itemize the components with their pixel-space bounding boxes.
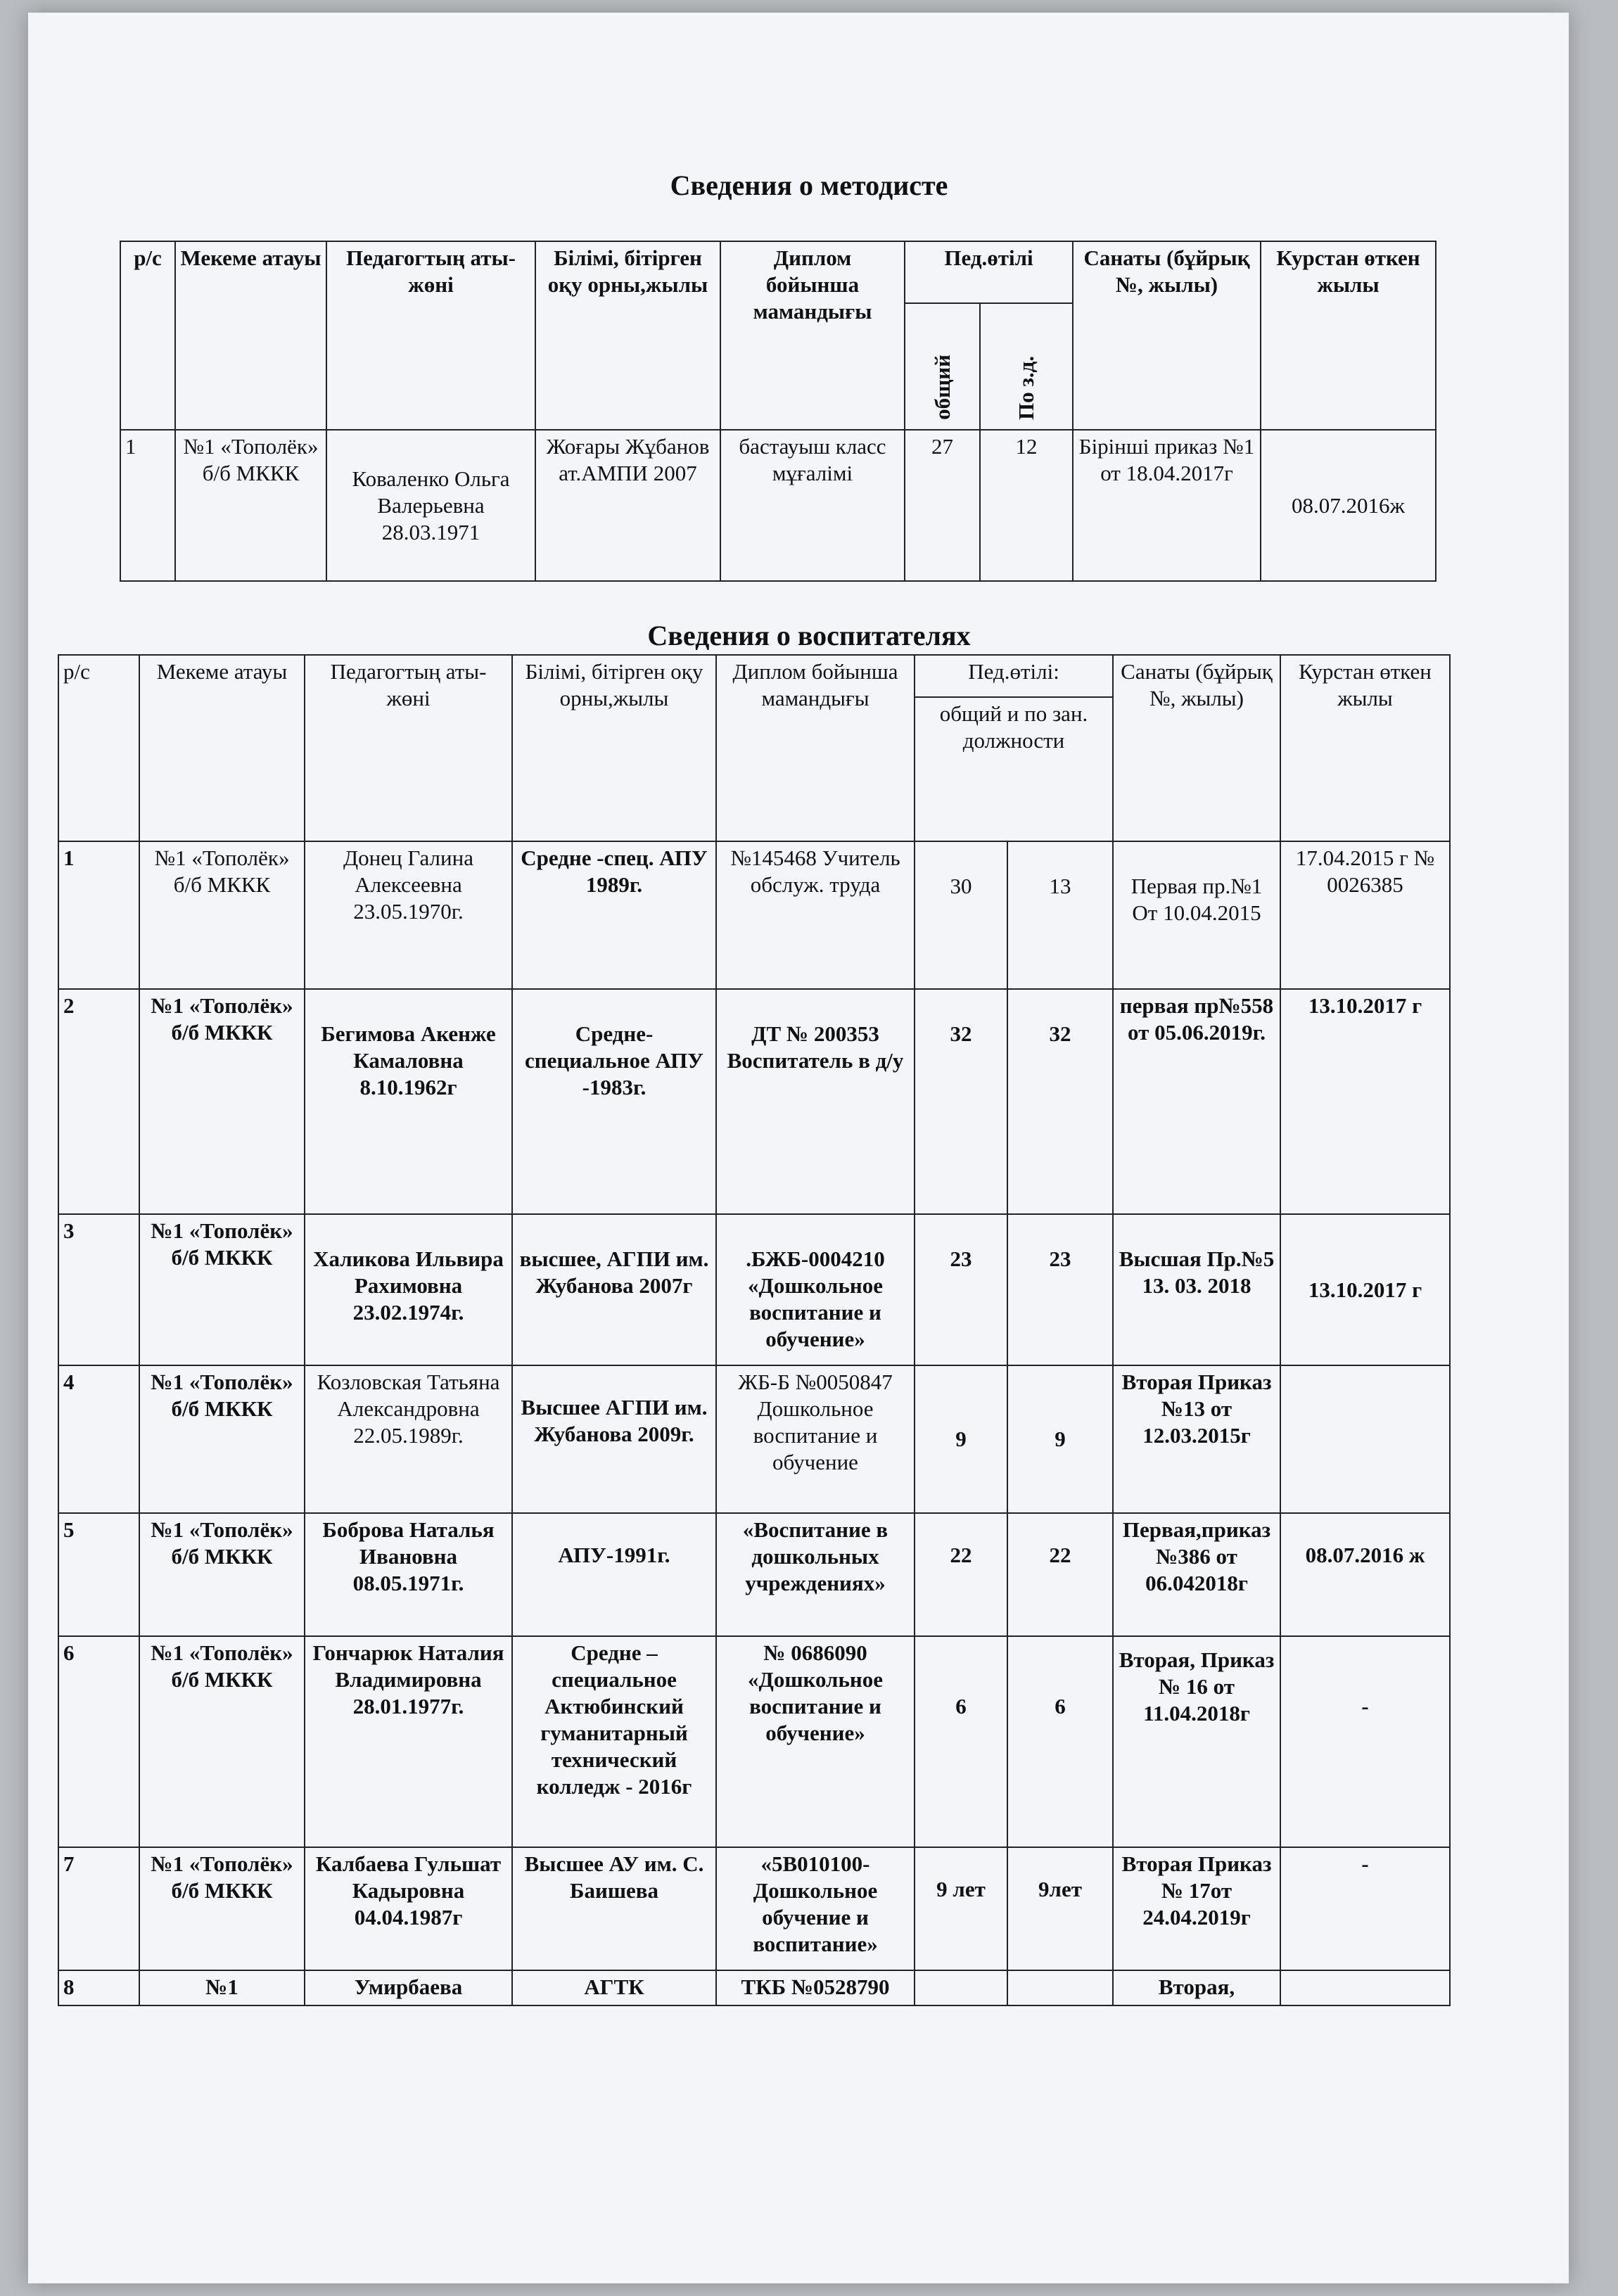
row-org: №1 «Тополёк» б/б МККК: [139, 1847, 305, 1970]
row-diploma: «5В010100-Дошкольное обучение и воспитание»: [716, 1847, 915, 1970]
header-education: Білімі, бітірген оқу орны,жылы: [512, 655, 716, 841]
row-exp-total: 22: [915, 1513, 1007, 1636]
row-category: Высшая Пр.№5 13. 03. 2018: [1113, 1214, 1280, 1365]
row-exp-position: [1007, 1970, 1113, 2005]
header-category: Санаты (бұйрық №, жылы): [1073, 241, 1261, 430]
row-category: Вторая,: [1113, 1970, 1280, 2005]
row-exp-position: 22: [1007, 1513, 1113, 1636]
row-exp-position: 23: [1007, 1214, 1113, 1365]
row-category: Вторая, Приказ № 16 от 11.04.2018г: [1113, 1636, 1280, 1847]
cell-category: Бірінші приказ №1 от 18.04.2017г: [1073, 430, 1261, 581]
row-exp-total: 9 лет: [915, 1847, 1007, 1970]
row-category: Вторая Приказ № 17от 24.04.2019г: [1113, 1847, 1280, 1970]
row-diploma: ЖБ-Б №0050847 Дошкольное воспитание и обучение: [716, 1365, 915, 1513]
row-name: Бегимова Акенже Камаловна 8.10.1962г: [305, 989, 512, 1214]
header-name: Педагогтың аты- жөні: [305, 655, 512, 841]
row-num: 3: [58, 1214, 139, 1365]
header-exp-total: общий: [905, 303, 980, 430]
row-category: первая пр№558 от 05.06.2019г.: [1113, 989, 1280, 1214]
row-name: Козловская Татьяна Александровна 22.05.1989г.: [305, 1365, 512, 1513]
row-diploma: ТКБ №0528790: [716, 1970, 915, 2005]
row-category: Вторая Приказ №13 от 12.03.2015г: [1113, 1365, 1280, 1513]
header-diploma: Диплом бойынша мамандығы: [720, 241, 905, 430]
row-num: 8: [58, 1970, 139, 2005]
row-num: 2: [58, 989, 139, 1214]
header-name: Педагогтың аты- жөні: [326, 241, 535, 430]
header-course: Курстан өткен жылы: [1280, 655, 1450, 841]
row-num: 5: [58, 1513, 139, 1636]
row-exp-total: 6: [915, 1636, 1007, 1847]
row-exp-total: 9: [915, 1365, 1007, 1513]
cell-education: Жоғары Жұбанов ат.АМПИ 2007: [535, 430, 720, 581]
row-org: №1 «Тополёк» б/б МККК: [139, 989, 305, 1214]
row-education: АПУ-1991г.: [512, 1513, 716, 1636]
header-exp-position: По з.д.: [980, 303, 1073, 430]
methodist-table: [120, 241, 1437, 582]
row-num: 6: [58, 1636, 139, 1847]
row-course: 17.04.2015 г № 0026385: [1280, 841, 1450, 989]
row-diploma: № 0686090 «Дошкольное воспитание и обучение»: [716, 1636, 915, 1847]
row-course: [1280, 1970, 1450, 2005]
row-exp-position: 6: [1007, 1636, 1113, 1847]
row-name: Калбаева Гульшат Кадыровна 04.04.1987г: [305, 1847, 512, 1970]
row-exp-total: [915, 1970, 1007, 2005]
row-exp-position: 9лет: [1007, 1847, 1113, 1970]
row-course: -: [1280, 1636, 1450, 1847]
row-exp-total: 30: [915, 841, 1007, 989]
row-num: 1: [58, 841, 139, 989]
row-diploma: «Воспитание в дошкольных учреждениях»: [716, 1513, 915, 1636]
row-education: Средне – специальное Актюбинский гуманитарный технический колледж - 2016г: [512, 1636, 716, 1847]
row-org: №1 «Тополёк» б/б МККК: [139, 1636, 305, 1847]
header-experience: Пед.өтілі:: [915, 655, 1113, 697]
header-experience: Пед.өтілі: [905, 241, 1073, 303]
row-exp-total: 32: [915, 989, 1007, 1214]
header-num: р/с: [58, 655, 139, 841]
row-course: 08.07.2016 ж: [1280, 1513, 1450, 1636]
header-education: Білімі, бітірген оқу орны,жылы: [535, 241, 720, 430]
row-org: №1 «Тополёк» б/б МККК: [139, 1513, 305, 1636]
row-num: 7: [58, 1847, 139, 1970]
header-org: Мекеме атауы: [139, 655, 305, 841]
row-category: Первая пр.№1 От 10.04.2015: [1113, 841, 1280, 989]
cell-exp-position: 12: [980, 430, 1073, 581]
row-course: -: [1280, 1847, 1450, 1970]
row-org: №1 «Тополёк» б/б МККК: [139, 1365, 305, 1513]
cell-name: Коваленко Ольга Валерьевна 28.03.1971: [326, 430, 535, 581]
educators-title: Сведения о воспитателях: [647, 620, 971, 651]
header-num: р/с: [120, 241, 175, 430]
header-category: Санаты (бұйрық №, жылы): [1113, 655, 1280, 841]
row-course: [1280, 1365, 1450, 1513]
row-name: Умирбаева: [305, 1970, 512, 2005]
educators-table: [58, 654, 1451, 2006]
row-name: Боброва Наталья Ивановна 08.05.1971г.: [305, 1513, 512, 1636]
row-education: Высшее АГПИ им. Жубанова 2009г.: [512, 1365, 716, 1513]
cell-course: 08.07.2016ж: [1261, 430, 1436, 581]
header-diploma: Диплом бойынша мамандығы: [716, 655, 915, 841]
row-education: высшее, АГПИ им. Жубанова 2007г: [512, 1214, 716, 1365]
row-exp-total: 23: [915, 1214, 1007, 1365]
header-exp-sub: общий и по зан. должности: [915, 697, 1113, 841]
row-category: Первая,приказ №386 от 06.042018г: [1113, 1513, 1280, 1636]
row-education: Средне-специальное АПУ -1983г.: [512, 989, 716, 1214]
row-name: Гончарюк Наталия Владимировна 28.01.1977г.: [305, 1636, 512, 1847]
cell-exp-total: 27: [905, 430, 980, 581]
cell-org: №1 «Тополёк» б/б МККК: [175, 430, 326, 581]
row-diploma: №145468 Учитель обслуж. труда: [716, 841, 915, 989]
row-education: Высшее АУ им. С. Баишева: [512, 1847, 716, 1970]
row-course: 13.10.2017 г: [1280, 989, 1450, 1214]
row-exp-position: 32: [1007, 989, 1113, 1214]
row-exp-position: 9: [1007, 1365, 1113, 1513]
header-org: Мекеме атауы: [175, 241, 326, 430]
row-org: №1 «Тополёк» б/б МККК: [139, 1214, 305, 1365]
row-num: 4: [58, 1365, 139, 1513]
row-org: №1: [139, 1970, 305, 2005]
row-diploma: .БЖБ-0004210 «Дошкольное воспитание и обучение»: [716, 1214, 915, 1365]
row-course: 13.10.2017 г: [1280, 1214, 1450, 1365]
header-course: Курстан өткен жылы: [1261, 241, 1436, 430]
row-name: Халикова Ильвира Рахимовна 23.02.1974г.: [305, 1214, 512, 1365]
row-education: Средне -спец. АПУ 1989г.: [512, 841, 716, 989]
cell-diploma: бастауыш класс мұғалімі: [720, 430, 905, 581]
row-org: №1 «Тополёк» б/б МККК: [139, 841, 305, 989]
cell-num: 1: [120, 430, 175, 581]
row-diploma: ДТ № 200353 Воспитатель в д/у: [716, 989, 915, 1214]
row-education: АГТК: [512, 1970, 716, 2005]
row-name: Донец Галина Алексеевна 23.05.1970г.: [305, 841, 512, 989]
methodist-title: Сведения о методисте: [670, 170, 948, 201]
row-exp-position: 13: [1007, 841, 1113, 989]
